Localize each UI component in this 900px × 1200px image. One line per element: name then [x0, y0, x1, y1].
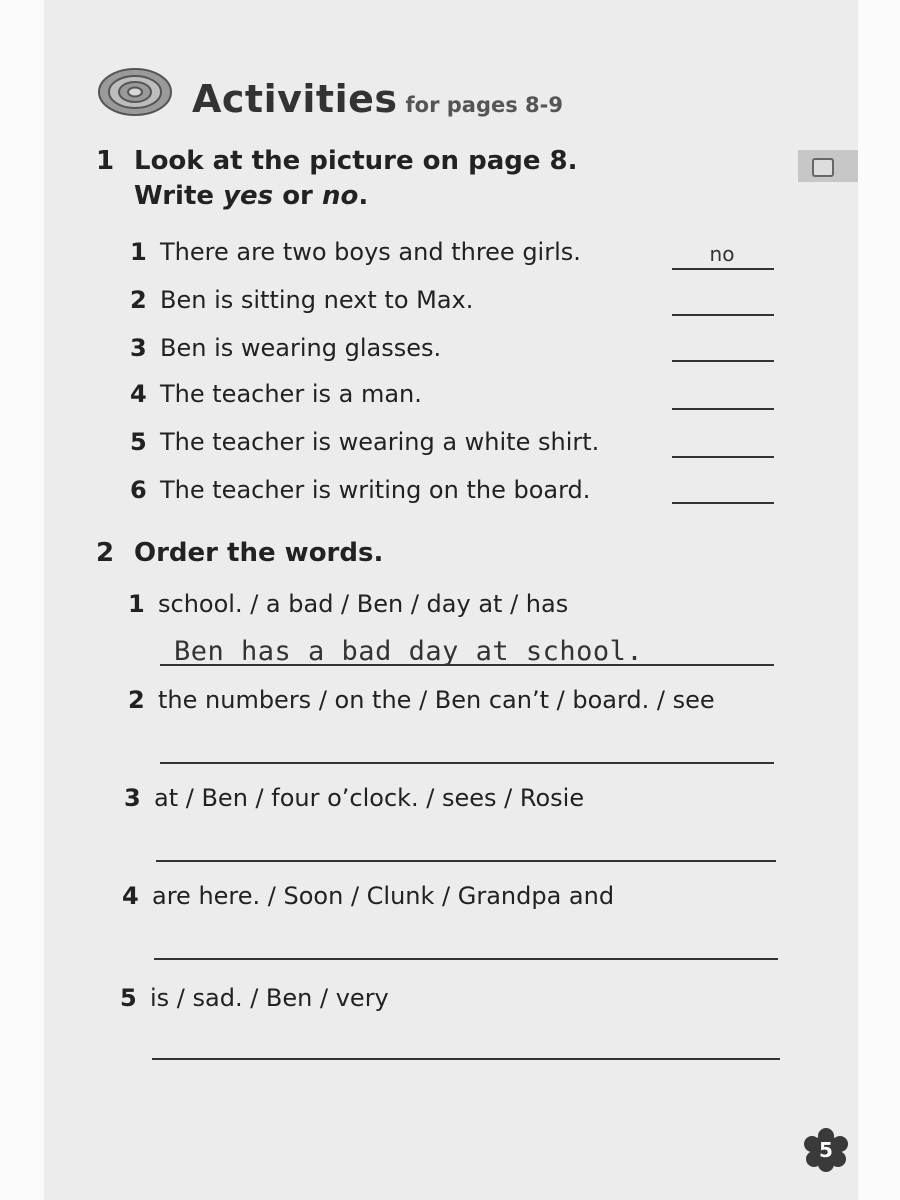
q1-answer: no: [709, 242, 735, 266]
q1-item: 1 There are two boys and three girls.: [130, 238, 581, 266]
page-title: Activities: [192, 77, 398, 121]
answer-blank[interactable]: [672, 360, 774, 362]
answer-blank[interactable]: [672, 314, 774, 316]
answer-line[interactable]: [160, 762, 774, 764]
answer-blank[interactable]: [672, 408, 774, 410]
q1-item: 2 Ben is sitting next to Max.: [130, 286, 474, 314]
question-number: 2: [96, 538, 115, 568]
book-tab-icon: [812, 158, 834, 177]
answer-line[interactable]: [160, 664, 774, 666]
q2-item: 4 are here. / Soon / Clunk / Grandpa and: [122, 882, 615, 910]
q1-item: 6 The teacher is writing on the board.: [130, 476, 591, 504]
handwritten-answer: Ben has a bad day at school.: [174, 636, 644, 667]
question-2-heading: [96, 536, 383, 571]
q1-item: 4 The teacher is a man.: [130, 380, 422, 408]
q2-item: 2 the numbers / on the / Ben can’t / board. / see: [128, 686, 715, 714]
answer-line[interactable]: [152, 1058, 780, 1060]
q2-item: 1 school. / a bad / Ben / day at / has: [128, 590, 569, 618]
q2-item: 3 at / Ben / four o’clock. / sees / Rosie: [124, 784, 585, 812]
side-tab: [798, 150, 858, 182]
page-number-badge: [802, 1128, 850, 1172]
question-2-instruction: Order the words.: [134, 538, 384, 568]
question-1-instruction: Look at the picture on page 8.: [134, 146, 578, 176]
answer-line[interactable]: [154, 958, 778, 960]
question-number: 1: [96, 146, 115, 176]
page-left-margin: [0, 0, 44, 1200]
question-1-heading: [96, 144, 578, 214]
q2-item: 5 is / sad. / Ben / very: [120, 984, 389, 1012]
page-subtitle: for pages 8-9: [405, 93, 563, 117]
answer-blank[interactable]: [672, 456, 774, 458]
answer-line[interactable]: [156, 860, 776, 862]
answer-blank[interactable]: [672, 268, 774, 270]
page-right-margin: [858, 0, 900, 1200]
page-number: 5: [819, 1138, 833, 1162]
activities-header: [96, 66, 563, 121]
spiral-flower-icon: [96, 66, 174, 118]
question-1-instruction-line2: Write yes or no.: [134, 181, 369, 212]
q1-item: 3 Ben is wearing glasses.: [130, 334, 442, 362]
q1-item: 5 The teacher is wearing a white shirt.: [130, 428, 600, 456]
answer-blank[interactable]: [672, 502, 774, 504]
